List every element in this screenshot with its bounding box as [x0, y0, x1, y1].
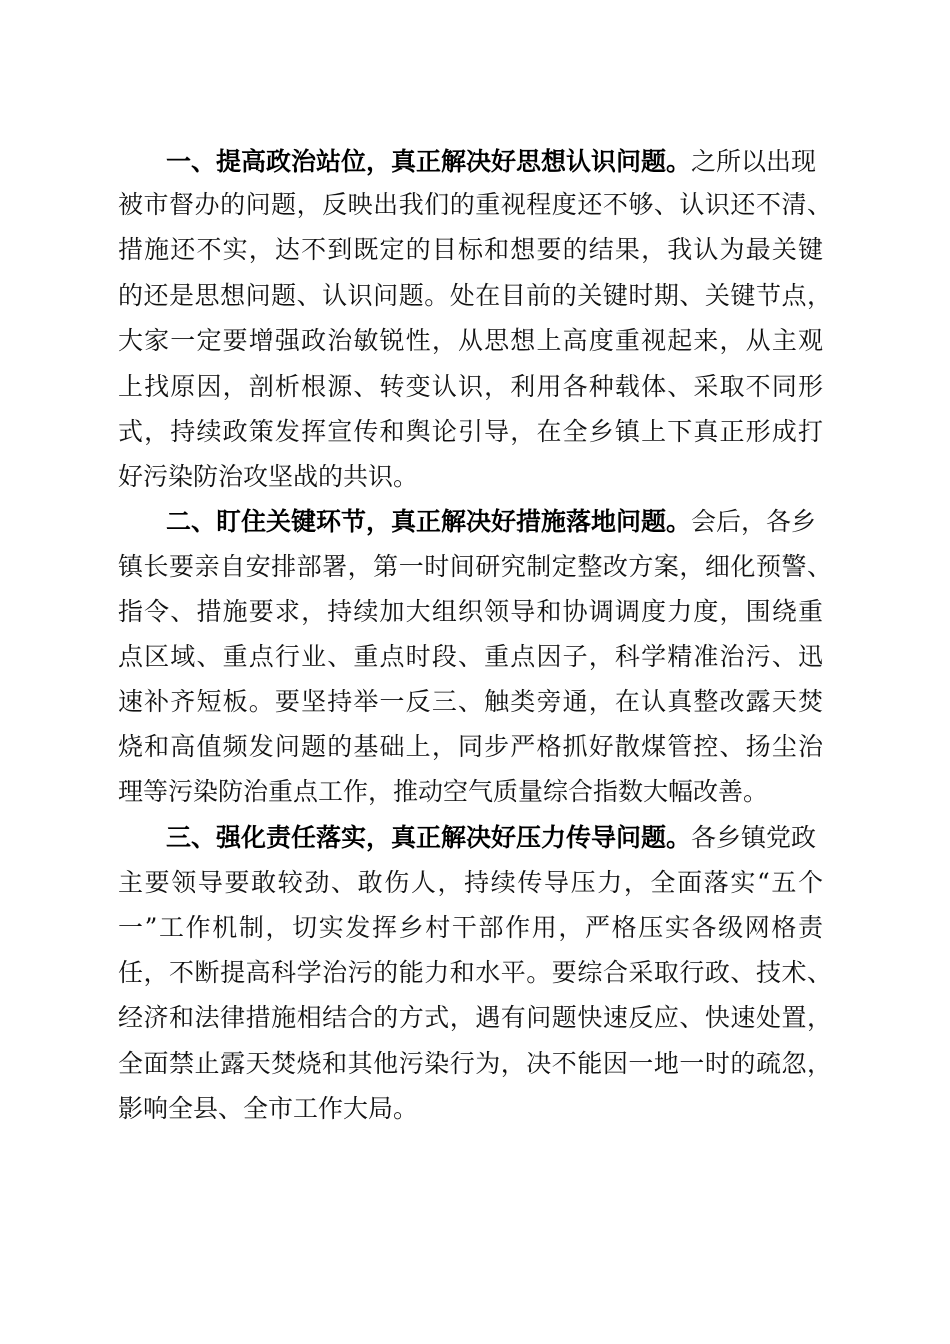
paragraph-1-heading: 一、提高政治站位，真正解决好思想认识问题。	[166, 147, 692, 176]
paragraph-3-line-2: 主要领导要敢较劲、敢伤人，持续传导压力，全面落实“五个	[118, 868, 823, 897]
paragraph-1-line-2: 被市督办的问题，反映出我们的重视程度还不够、认识还不清、	[118, 190, 832, 219]
paragraph-1-line-5: 大家一定要增强政治敏锐性，从思想上高度重视起来，从主观	[118, 326, 823, 355]
paragraph-3-line-5: 经济和法律措施相结合的方式，遇有问题快速反应、快速处置，	[118, 1003, 832, 1032]
paragraph-1-line-1: 之所以出现	[691, 147, 817, 176]
paragraph-1-line-8: 好污染防治攻坚战的共识。	[118, 462, 419, 491]
paragraph-2-line-2: 镇长要亲自安排部署，第一时间研究制定整改方案，细化预警、	[118, 552, 832, 581]
paragraph-3-line-6: 全面禁止露天焚烧和其他污染行为，决不能因一地一时的疏忽，	[118, 1049, 832, 1078]
paragraph-3-heading: 三、强化责任落实，真正解决好压力传导问题。	[166, 823, 692, 852]
paragraph-3-line-1: 各乡镇党政	[691, 823, 817, 852]
paragraph-2-line-6: 烧和高值频发问题的基础上，同步严格抓好散煤管控、扬尘治	[118, 732, 823, 761]
paragraph-3-line-3: 一”工作机制，切实发挥乡村干部作用，严格压实各级网格责	[118, 913, 823, 942]
paragraph-1-line-4: 的还是思想问题、认识问题。处在目前的关键时期、关键节点，	[118, 281, 832, 310]
paragraph-2-line-1: 会后，各乡	[691, 507, 817, 536]
paragraph-2-heading: 二、盯住关键环节，真正解决好措施落地问题。	[166, 507, 692, 536]
paragraph-2-first-line	[166, 506, 816, 538]
paragraph-2-line-5: 速补齐短板。要坚持举一反三、触类旁通，在认真整改露天焚	[118, 687, 823, 716]
paragraph-2-line-7: 理等污染防治重点工作，推动空气质量综合指数大幅改善。	[118, 777, 769, 806]
paragraph-3-line-7: 影响全县、全市工作大局。	[118, 1094, 419, 1123]
paragraph-2-line-4: 点区域、重点行业、重点时段、重点因子，科学精准治污、迅	[118, 642, 823, 671]
paragraph-1-first-line	[166, 146, 816, 178]
paragraph-1-line-3: 措施还不实，达不到既定的目标和想要的结果，我认为最关键	[118, 235, 823, 264]
paragraph-1-line-7: 式，持续政策发挥宣传和舆论引导，在全乡镇上下真正形成打	[118, 417, 823, 446]
paragraph-2-line-3: 指令、措施要求，持续加大组织领导和协调调度力度，围绕重	[118, 597, 823, 626]
paragraph-1-line-6: 上找原因，剖析根源、转变认识，利用各种载体、采取不同形	[118, 372, 823, 401]
paragraph-3-first-line	[166, 822, 816, 854]
paragraph-3-line-4: 任，不断提高科学治污的能力和水平。要综合采取行政、技术、	[118, 958, 832, 987]
